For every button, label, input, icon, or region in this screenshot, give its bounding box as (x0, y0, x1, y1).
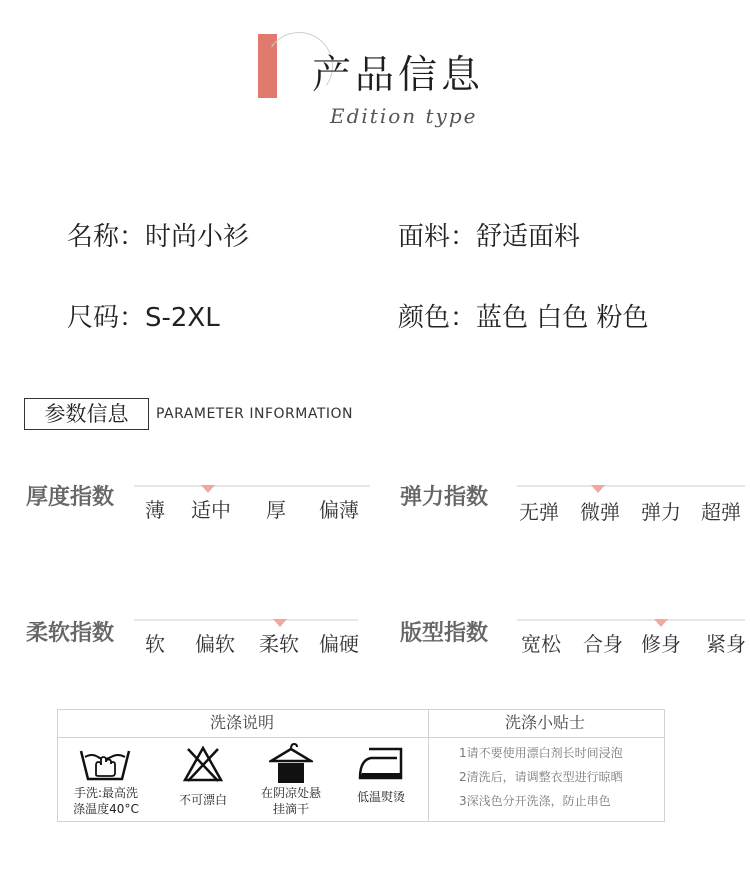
index-option: 偏硬 (319, 632, 359, 656)
care-tip: 3深浅色分开洗涤，防止串色 (459, 794, 611, 808)
index-track-thickness (134, 485, 370, 487)
care-tip: 2清洗后，请调整衣型进行晾晒 (459, 770, 623, 784)
iron-low-icon (357, 746, 405, 782)
index-option: 薄 (145, 498, 165, 522)
index-track-fit (517, 619, 745, 621)
index-marker-elasticity (591, 485, 605, 493)
info-name: 名称：时尚小衫 (67, 222, 250, 252)
index-option: 合身 (583, 632, 623, 656)
care-table-divider (428, 709, 429, 821)
index-option: 适中 (191, 498, 231, 522)
care-caption-line: 手洗:最高洗 (73, 786, 139, 800)
care-caption (158, 793, 248, 809)
care-caption-line: 挂滴干 (272, 801, 309, 816)
index-option: 无弹 (519, 500, 559, 524)
index-marker-softness (273, 619, 287, 627)
index-track-elasticity (517, 485, 745, 487)
care-table-header-divider (57, 737, 665, 738)
care-caption (336, 790, 426, 806)
care-caption-line: 在阴凉处悬 (260, 786, 321, 800)
index-label-elasticity: 弹力指数 (400, 485, 489, 510)
index-label-softness: 柔软指数 (26, 621, 115, 646)
care-tips-title: 洗涤小贴士 (505, 713, 586, 732)
index-option: 紧身 (706, 632, 746, 656)
care-caption (61, 786, 151, 817)
index-option: 宽松 (521, 632, 561, 656)
parameter-heading: 参数信息 (24, 398, 149, 430)
care-caption-line: 不可漂白 (178, 793, 227, 807)
info-color: 颜色：蓝色 白色 粉色 (398, 303, 649, 333)
index-option: 微弹 (580, 500, 620, 524)
index-option: 柔软 (259, 632, 299, 656)
index-marker-fit (654, 619, 668, 627)
index-option: 偏软 (195, 632, 235, 656)
care-tip: 1请不要使用漂白剂长时间浸泡 (459, 746, 623, 760)
index-option: 偏薄 (319, 498, 359, 522)
index-option: 软 (145, 632, 165, 656)
page-subtitle: Edition type (330, 104, 478, 128)
index-option: 修身 (641, 632, 681, 656)
care-instructions-title: 洗涤说明 (210, 713, 275, 732)
index-label-fit: 版型指数 (400, 621, 489, 646)
care-caption-line: 低温熨烫 (356, 790, 405, 804)
info-fabric: 面料：舒适面料 (398, 222, 581, 252)
info-size: 尺码：S-2XL (67, 303, 220, 333)
index-label-thickness: 厚度指数 (26, 485, 115, 510)
hand-wash-icon (79, 745, 131, 783)
index-option: 弹力 (641, 500, 681, 524)
index-track-softness (134, 619, 358, 621)
hang-dry-icon (269, 741, 313, 785)
page-title: 产品信息 (312, 53, 485, 98)
no-bleach-icon (182, 745, 224, 783)
index-marker-thickness (201, 485, 215, 493)
index-option: 厚 (266, 498, 286, 522)
care-caption (246, 786, 336, 817)
care-caption-line: 涤温度40°C (73, 801, 139, 816)
parameter-heading-en: PARAMETER INFORMATION (156, 406, 354, 422)
index-option: 超弹 (701, 500, 741, 524)
